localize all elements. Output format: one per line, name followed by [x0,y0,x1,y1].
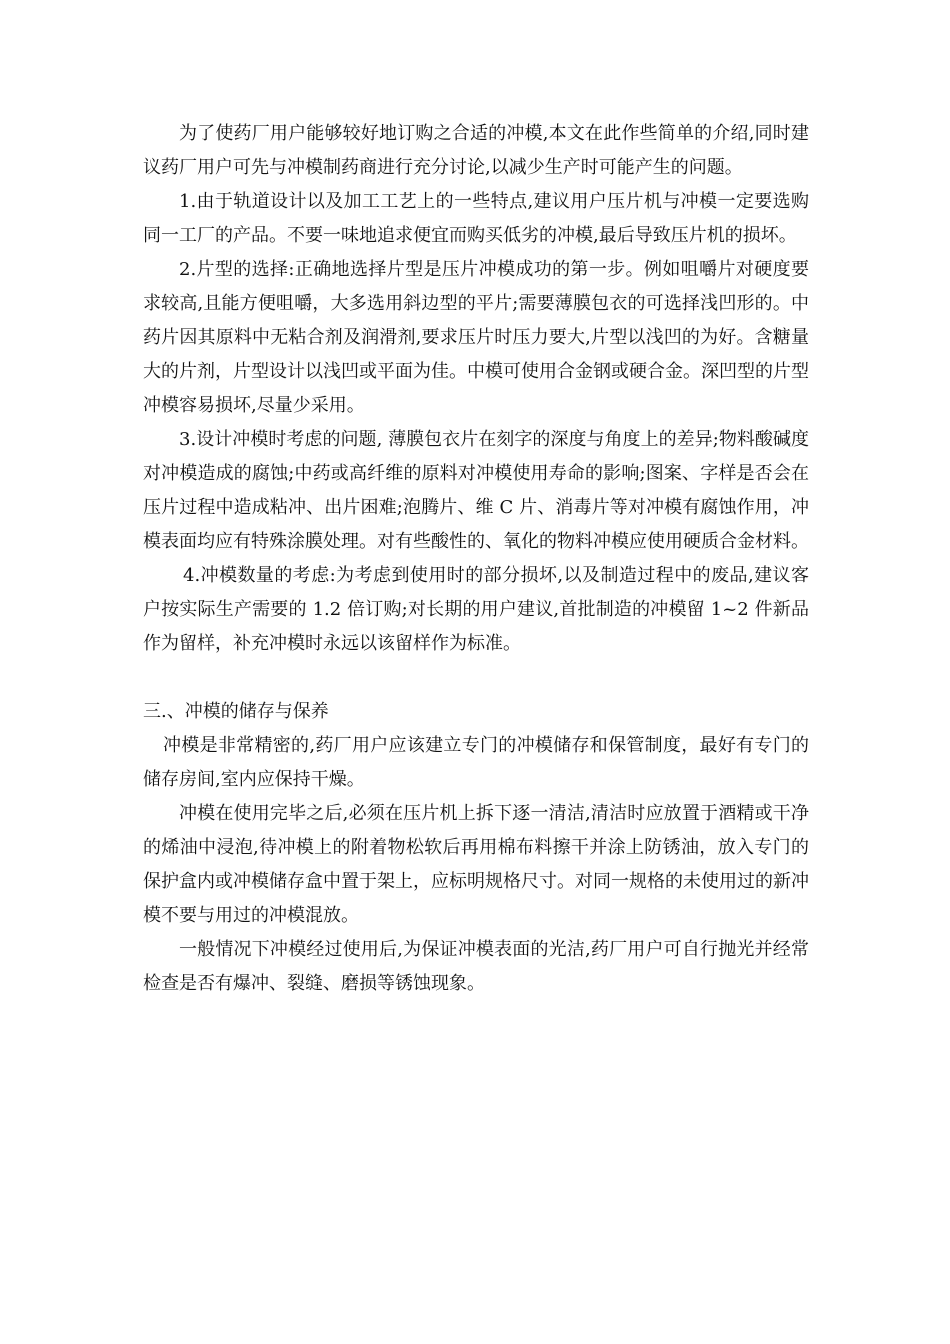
storage-paragraph-3: 一般情况下冲模经过使用后,为保证冲模表面的光洁,药厂用户可自行抛光并经常检查是否有爆冲、裂缝、磨损等锈蚀现象。 [143,939,809,994]
intro-paragraph: 为了使药厂用户能够较好地订购之合适的冲模,本文在此作些简单的介绍,同时建议药厂用户可先与冲模制药商进行充分讨论,以减少生产时可能产生的问题。 [143,123,809,178]
storage-paragraph-1: 冲模是非常精密的,药厂用户应该建立专门的冲模储存和保管制度，最好有专门的储存房间,室内应保持干燥。 [143,735,809,790]
document-body [143,117,809,1001]
storage-paragraph-2: 冲模在使用完毕之后,必须在压片机上拆下逐一清洁,清洁时应放置于酒精或干净的烯油中浸泡,待冲模上的附着物松软后再用棉布料擦干并涂上防锈油，放入专门的保护盒内或冲模储存盒中置于架上，应标明规格尺寸。对同一规格的未使用过的新冲模不要与用过的冲模混放。 [143,803,809,926]
point-3-paragraph: 3.设计冲模时考虑的问题, 薄膜包衣片在刻字的深度与角度上的差异;物料酸碱度对冲模造成的腐蚀;中药或高纤维的原料对冲模使用寿命的影响;图案、字样是否会在压片过程中造成粘冲、出片困难;泡腾片、维 C 片、消毒片等对冲模有腐蚀作用，冲模表面均应有特殊涂膜处理。对有些酸性的、氧化的物料冲模应使用硬质合金材料。 [143,429,809,552]
point-1-paragraph: 1.由于轨道设计以及加工工艺上的一些特点,建议用户压片机与冲模一定要选购同一工厂的产品。不要一味地追求便宜而购买低劣的冲模,最后导致压片机的损坏。 [143,191,809,246]
point-4-paragraph: 4.冲模数量的考虑:为考虑到使用时的部分损坏,以及制造过程中的废品,建议客户按实际生产需要的 1.2 倍订购;对长期的用户建议,首批制造的冲模留 1~2 件新品作为留样，补充冲模时永远以该留样作为标准。 [143,565,809,654]
section-gap [143,661,809,695]
point-2-paragraph: 2.片型的选择:正确地选择片型是压片冲模成功的第一步。例如咀嚼片对硬度要求较高,且能方便咀嚼，大多选用斜边型的平片;需要薄膜包衣的可选择浅凹形的。中药片因其原料中无粘合剂及润滑剂,要求压片时压力要大,片型以浅凹的为好。含糖量大的片剂，片型设计以浅凹或平面为佳。中模可使用合金钢或硬合金。深凹型的片型冲模容易损坏,尽量少采用。 [143,259,809,416]
section-3-heading: 三.、冲模的储存与保养 [143,701,329,722]
